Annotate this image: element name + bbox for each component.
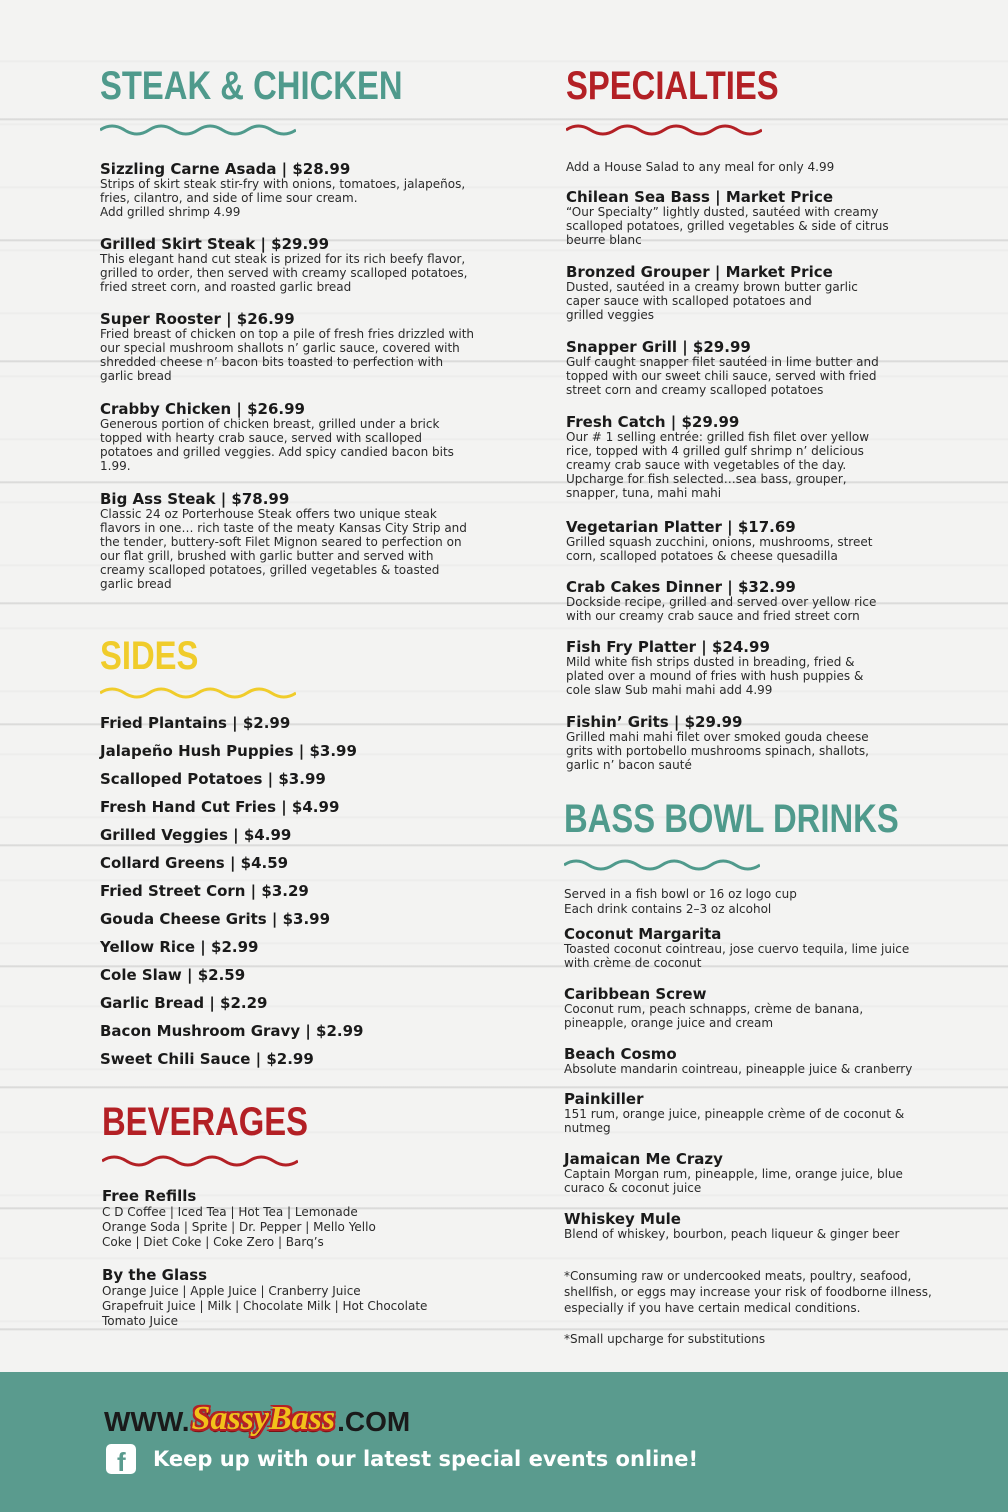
menu-item-desc-line: snapper, tuna, mahi mahi bbox=[566, 486, 722, 500]
drink-desc-line: 151 rum, orange juice, pineapple crème of de coconut & bbox=[564, 1107, 905, 1121]
drinks-intro-line: Each drink contains 2–3 oz alcohol bbox=[564, 902, 772, 916]
drink-item bbox=[564, 985, 954, 1045]
beverage-group bbox=[102, 1266, 502, 1329]
menu-item-desc-line: corn, scalloped potatoes & cheese quesadilla bbox=[566, 549, 838, 563]
menu-item bbox=[100, 490, 500, 592]
menu-item-desc-line: beurre blanc bbox=[566, 233, 642, 247]
menu-item-desc-line: Add grilled shrimp 4.99 bbox=[100, 205, 241, 219]
menu-item-desc-line: topped with hearty crab sauce, served with scalloped bbox=[100, 431, 422, 445]
menu-item bbox=[566, 413, 956, 518]
menu-item-desc-line: creamy crab sauce with vegetables of the day. bbox=[566, 458, 847, 472]
menu-item bbox=[566, 713, 956, 773]
menu-item-title: Sizzling Carne Asada | $28.99 bbox=[100, 160, 351, 178]
beverage-line: Grapefruit Juice | Milk | Chocolate Milk | Hot Chocolate bbox=[102, 1299, 428, 1313]
beverage-line: Orange Juice | Apple Juice | Cranberry Juice bbox=[102, 1284, 361, 1298]
drink-desc-line: Coconut rum, peach schnapps, crème de banana, bbox=[564, 1002, 864, 1016]
menu-item-desc-line: Strips of skirt steak stir-fry with onions, tomatoes, jalapeños, bbox=[100, 177, 466, 191]
beverage-line: C D Coffee | Iced Tea | Hot Tea | Lemonade bbox=[102, 1205, 358, 1219]
drink-title: Jamaican Me Crazy bbox=[564, 1150, 723, 1168]
menu-item-title: Fish Fry Platter | $24.99 bbox=[566, 638, 770, 656]
drink-desc-line: Blend of whiskey, bourbon, peach liqueur & ginger beer bbox=[564, 1227, 900, 1241]
steak-chicken-heading: STEAK & CHICKEN bbox=[100, 64, 403, 108]
menu-item-desc-line: grits with portobello mushrooms spinach, shallots, bbox=[566, 744, 869, 758]
menu-item-title: Snapper Grill | $29.99 bbox=[566, 338, 751, 356]
footer-bar bbox=[0, 1372, 1008, 1512]
menu-item bbox=[100, 400, 500, 490]
menu-item-desc-line: shredded cheese n’ bacon bits toasted to perfection with bbox=[100, 355, 444, 369]
menu-item bbox=[566, 518, 956, 578]
website-link[interactable] bbox=[104, 1398, 410, 1438]
menu-item-title: Crab Cakes Dinner | $32.99 bbox=[566, 578, 796, 596]
drink-title: Coconut Margarita bbox=[564, 925, 722, 943]
drink-desc-line: Captain Morgan rum, pineapple, lime, orange juice, blue bbox=[564, 1167, 903, 1181]
menu-item-desc-line: our flat grill, brushed with garlic butter and served with bbox=[100, 549, 434, 563]
menu-item-desc-line: Fried breast of chicken on top a pile of fresh fries drizzled with bbox=[100, 327, 474, 341]
beverage-line: Coke | Diet Coke | Coke Zero | Barq’s bbox=[102, 1235, 324, 1249]
drink-item bbox=[564, 925, 954, 985]
drink-desc-line: pineapple, orange juice and cream bbox=[564, 1016, 774, 1030]
side-item: Fresh Hand Cut Fries | $4.99 bbox=[100, 798, 340, 816]
footer-tagline: Keep up with our latest special events online! bbox=[153, 1447, 699, 1471]
sides-heading: SIDES bbox=[100, 634, 199, 678]
side-item: Scalloped Potatoes | $3.99 bbox=[100, 770, 326, 788]
menu-item-title: Grilled Skirt Steak | $29.99 bbox=[100, 235, 330, 253]
drink-desc-line: nutmeg bbox=[564, 1121, 611, 1135]
yellow-wave-divider bbox=[100, 685, 296, 701]
menu-item-desc-line: Gulf caught snapper filet sautéed in lime butter and bbox=[566, 355, 879, 369]
facebook-letter: f bbox=[117, 1447, 126, 1477]
drink-desc-line: Absolute mandarin cointreau, pineapple juice & cranberry bbox=[564, 1062, 913, 1076]
menu-item-desc-line: Dusted, sautéed in a creamy brown butter garlic bbox=[566, 280, 858, 294]
menu-item-desc-line: Grilled mahi mahi filet over smoked gouda cheese bbox=[566, 730, 869, 744]
side-item: Jalapeño Hush Puppies | $3.99 bbox=[100, 742, 357, 760]
beverage-group-title: Free Refills bbox=[102, 1187, 197, 1205]
disclaimer-line: especially if you have certain medical conditions. bbox=[564, 1301, 861, 1315]
drinks-list bbox=[564, 887, 954, 1347]
drink-title: Painkiller bbox=[564, 1090, 644, 1108]
drink-desc-line: Toasted coconut cointreau, jose cuervo tequila, lime juice bbox=[564, 942, 910, 956]
url-suffix: .COM bbox=[337, 1406, 411, 1437]
beverage-line: Orange Soda | Sprite | Dr. Pepper | Mello Yello bbox=[102, 1220, 376, 1234]
drink-desc-line: curaco & coconut juice bbox=[564, 1181, 702, 1195]
teal-wave-divider bbox=[100, 122, 296, 138]
menu-item-desc-line: flavors in one… rich taste of the meaty Kansas City Strip and bbox=[100, 521, 467, 535]
steak-chicken-list bbox=[100, 160, 500, 592]
side-item: Bacon Mushroom Gravy | $2.99 bbox=[100, 1022, 364, 1040]
drink-item bbox=[564, 1210, 954, 1268]
menu-item-desc-line: fried street corn, and roasted garlic bread bbox=[100, 280, 352, 294]
menu-item-title: Vegetarian Platter | $17.69 bbox=[566, 518, 796, 536]
menu-item-desc-line: This elegant hand cut steak is prized for its rich beefy flavor, bbox=[100, 252, 466, 266]
red-wave-divider bbox=[566, 122, 762, 138]
red-wave-divider bbox=[102, 1153, 298, 1169]
menu-item-title: Chilean Sea Bass | Market Price bbox=[566, 188, 834, 206]
menu-item-desc-line: Classic 24 oz Porterhouse Steak offers two unique steak bbox=[100, 507, 437, 521]
menu-item-title: Super Rooster | $26.99 bbox=[100, 310, 295, 328]
salad-note: Add a House Salad to any meal for only 4.99 bbox=[566, 160, 835, 174]
menu-item-desc-line: potatoes and grilled veggies. Add spicy candied bacon bits bbox=[100, 445, 454, 459]
menu-item-desc-line: Dockside recipe, grilled and served over yellow rice bbox=[566, 595, 877, 609]
disclaimer-line: shellfish, or eggs may increase your risk of foodborne illness, bbox=[564, 1285, 932, 1299]
menu-item-desc-line: garlic n’ bacon sauté bbox=[566, 758, 692, 772]
menu-item-desc-line: Grilled squash zucchini, onions, mushrooms, street bbox=[566, 535, 873, 549]
specialties-heading: SPECIALTIES bbox=[566, 64, 779, 108]
menu-item-desc-line: Upcharge for fish selected…sea bass, grouper, bbox=[566, 472, 847, 486]
menu-item-desc-line: fries, cilantro, and side of lime sour cream. bbox=[100, 191, 358, 205]
beverage-group-title: By the Glass bbox=[102, 1266, 208, 1284]
menu-item-desc-line: plated over a mound of fries with hush puppies & bbox=[566, 669, 864, 683]
menu-item-desc-line: 1.99. bbox=[100, 459, 131, 473]
side-item: Cole Slaw | $2.59 bbox=[100, 966, 246, 984]
side-item: Garlic Bread | $2.29 bbox=[100, 994, 268, 1012]
menu-item-desc-line: our special mushroom shallots n’ garlic sauce, covered with bbox=[100, 341, 460, 355]
drink-item bbox=[564, 1045, 954, 1090]
beverage-group bbox=[102, 1187, 502, 1266]
teal-wave-divider bbox=[564, 857, 760, 873]
menu-item bbox=[566, 578, 956, 638]
disclaimer-line: *Consuming raw or undercooked meats, poultry, seafood, bbox=[564, 1269, 912, 1283]
drink-desc-line: with crème de coconut bbox=[564, 956, 702, 970]
drink-title: Beach Cosmo bbox=[564, 1045, 677, 1063]
side-item: Grilled Veggies | $4.99 bbox=[100, 826, 292, 844]
side-item: Yellow Rice | $2.99 bbox=[100, 938, 259, 956]
side-item: Fried Street Corn | $3.29 bbox=[100, 882, 309, 900]
drinks-intro-line: Served in a fish bowl or 16 oz logo cup bbox=[564, 887, 797, 901]
menu-item-title: Big Ass Steak | $78.99 bbox=[100, 490, 290, 508]
side-item: Gouda Cheese Grits | $3.99 bbox=[100, 910, 331, 928]
menu-item-desc-line: caper sauce with scalloped potatoes and bbox=[566, 294, 812, 308]
side-item: Fried Plantains | $2.99 bbox=[100, 714, 291, 732]
menu-item-desc-line: Mild white fish strips dusted in breading, fried & bbox=[566, 655, 855, 669]
menu-item-desc-line: garlic bread bbox=[100, 369, 172, 383]
menu-item-title: Crabby Chicken | $26.99 bbox=[100, 400, 305, 418]
menu-item-desc-line: rice, topped with 4 grilled gulf shrimp n’ delicious bbox=[566, 444, 864, 458]
menu-item-desc-line: cole slaw Sub mahi mahi add 4.99 bbox=[566, 683, 773, 697]
menu-item-desc-line: Generous portion of chicken breast, grilled under a brick bbox=[100, 417, 440, 431]
menu-item-title: Fishin’ Grits | $29.99 bbox=[566, 713, 743, 731]
menu-item-desc-line: street corn and creamy scalloped potatoes bbox=[566, 383, 824, 397]
menu-item-desc-line: the tender, buttery-soft Filet Mignon seared to perfection on bbox=[100, 535, 462, 549]
bass-bowl-drinks-heading: BASS BOWL DRINKS bbox=[564, 797, 899, 841]
menu-item bbox=[566, 338, 956, 413]
menu-item-desc-line: grilled to order, then served with creamy scalloped potatoes, bbox=[100, 266, 468, 280]
side-item: Sweet Chili Sauce | $2.99 bbox=[100, 1050, 314, 1068]
menu-item-desc-line: scalloped potatoes, grilled vegetables & side of citrus bbox=[566, 219, 889, 233]
menu-item bbox=[100, 160, 500, 235]
specialties-list bbox=[566, 160, 956, 773]
drink-item bbox=[564, 1090, 954, 1150]
side-item: Collard Greens | $4.59 bbox=[100, 854, 289, 872]
drink-title: Caribbean Screw bbox=[564, 985, 707, 1003]
substitution-note: *Small upcharge for substitutions bbox=[564, 1332, 766, 1346]
facebook-icon[interactable] bbox=[106, 1444, 136, 1477]
menu-item-desc-line: creamy scalloped potatoes, grilled vegetables & toasted bbox=[100, 563, 440, 577]
sides-list bbox=[100, 709, 500, 1073]
menu-item-desc-line: “Our Specialty” lightly dusted, sautéed with creamy bbox=[566, 205, 879, 219]
menu-item-desc-line: Our # 1 selling entrée: grilled fish filet over yellow bbox=[566, 430, 870, 444]
menu-item bbox=[566, 188, 956, 263]
menu-item-title: Bronzed Grouper | Market Price bbox=[566, 263, 833, 281]
menu-item bbox=[566, 263, 956, 338]
menu-item bbox=[566, 638, 956, 713]
beverages-heading: BEVERAGES bbox=[102, 1100, 308, 1144]
menu-item-desc-line: with our creamy crab sauce and fried street corn bbox=[566, 609, 860, 623]
drink-title: Whiskey Mule bbox=[564, 1210, 681, 1228]
menu-item-title: Fresh Catch | $29.99 bbox=[566, 413, 740, 431]
sassy-bass-logo: SassyBass bbox=[191, 1400, 336, 1437]
beverage-line: Tomato Juice bbox=[102, 1314, 178, 1328]
beverages-list bbox=[102, 1187, 502, 1329]
menu-item-desc-line: grilled veggies bbox=[566, 308, 655, 322]
menu-item bbox=[100, 310, 500, 400]
url-prefix: WWW. bbox=[104, 1406, 190, 1437]
menu-item bbox=[100, 235, 500, 310]
menu-item-desc-line: topped with our sweet chili sauce, served with fried bbox=[566, 369, 877, 383]
drink-item bbox=[564, 1150, 954, 1210]
menu-item-desc-line: garlic bread bbox=[100, 577, 172, 591]
